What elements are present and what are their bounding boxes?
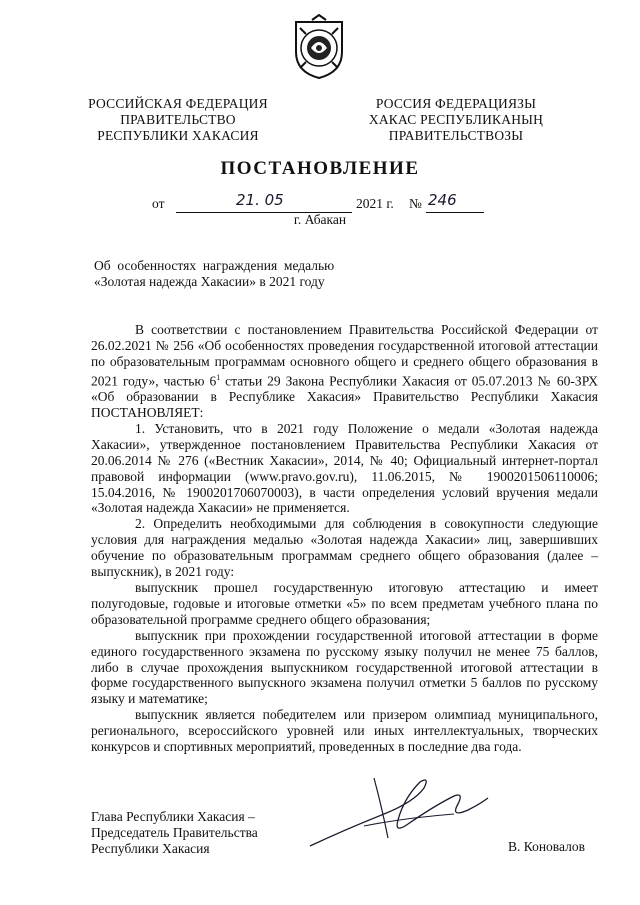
handwritten-date: 21. 05 <box>236 191 284 209</box>
signatory-position <box>91 809 331 857</box>
document-subject <box>94 258 364 290</box>
header-left-line: РОССИЙСКАЯ ФЕДЕРАЦИЯ <box>88 96 268 111</box>
clause-1-paragraph: 1. Установить, что в 2021 году Положение о медали «Золотая надежда Хакасии», утвержденное постановлением Правительства Республики Хакасия от 20.06.2014 № 276 («Вестник Хакасии», 2014, № 40; Официальный интернет-портал правовой информации (www.pravo.gov.ru), 11.06.2015, № 1900201506110006; 15.04.2016, № 1900201706070003), в части определения условий вручения медали «Золотая надежда Хакасии» не применяется. <box>91 420 598 516</box>
header-right-block <box>356 96 556 144</box>
coat-of-arms-emblem <box>286 14 352 82</box>
condition-paragraph: выпускник при прохождении государственной итоговой аттестации в форме единого государственного экзамена по русскому языку получил не менее 75 баллов, либо в случае прохождения выпускником государственной итоговой аттестации в форме государственного выпускного экзамена получил отметки 5 баллов по русскому языку и математике; <box>91 627 598 707</box>
header-left-line: ПРАВИТЕЛЬСТВО <box>120 112 236 127</box>
condition-paragraph: выпускник прошел государственную итоговую аттестацию и имеет полугодовые, годовые и итоговые отметки «5» по всем предметам учебного плана по образовательной программе среднего общего образования; <box>91 580 598 627</box>
city-label: г. Абакан <box>293 212 347 227</box>
header-left-block <box>80 96 276 144</box>
subject-line: Об особенностях награждения медалью <box>94 258 335 273</box>
signatory-name: В. Коновалов <box>508 839 585 854</box>
number-sign: № <box>409 196 422 211</box>
preamble-paragraph: В соответствии с постановлением Правительства Российской Федерации от 26.02.2021 № 256 «Об особенностях проведения государственной итоговой аттестации по образовательным программам основного общего и среднего общего образования в 2021 году», частью $6^1$ статьи 29 Закона Республики Хакасия от 05.07.2013 № 60-ЗРХ «Об образовании в Республике Хакасия» Правительство Республики Хакасия ПОСТАНОВЛЯЕТ: <box>91 322 598 421</box>
signatory-position-line: Глава Республики Хакасия – <box>91 809 255 824</box>
subject-line: «Золотая надежда Хакасии» в 2021 году <box>94 274 325 289</box>
header-left-line: РЕСПУБЛИКИ ХАКАСИЯ <box>97 128 259 143</box>
date-prefix: от <box>152 196 165 211</box>
header-right-line: ХАКАС РЕСПУБЛИКАНЫҢ <box>368 112 544 127</box>
document-body <box>91 322 598 755</box>
date-year: 2021 г. <box>356 196 394 211</box>
signatory-position-line: Республики Хакасия <box>91 841 210 856</box>
header-right-line: ПРАВИТЕЛЬСТВОЗЫ <box>388 128 524 143</box>
handwritten-number: 246 <box>428 191 457 209</box>
number-blank <box>426 191 484 213</box>
signatory-position-line: Председатель Правительства <box>91 825 258 840</box>
handwritten-signature <box>304 768 494 854</box>
clause-2-paragraph: 2. Определить необходимыми для соблюдения в совокупности следующие условия для награждения медалью «Золотая надежда Хакасии» лиц, завершивших обучение по образовательным программам среднего общего образования (далее – выпускник), в 2021 году: <box>91 516 598 580</box>
date-blank <box>176 191 352 213</box>
condition-paragraph: выпускник является победителем или призером олимпиад муниципального, регионального, всероссийского уровней или иных интеллектуальных, творческих конкурсов и спортивных мероприятий, проведенных в последние два года. <box>91 707 598 755</box>
header-right-line: РОССИЯ ФЕДЕРАЦИЯЗЫ <box>375 96 537 111</box>
document-title: ПОСТАНОВЛЕНИЕ <box>220 158 420 179</box>
